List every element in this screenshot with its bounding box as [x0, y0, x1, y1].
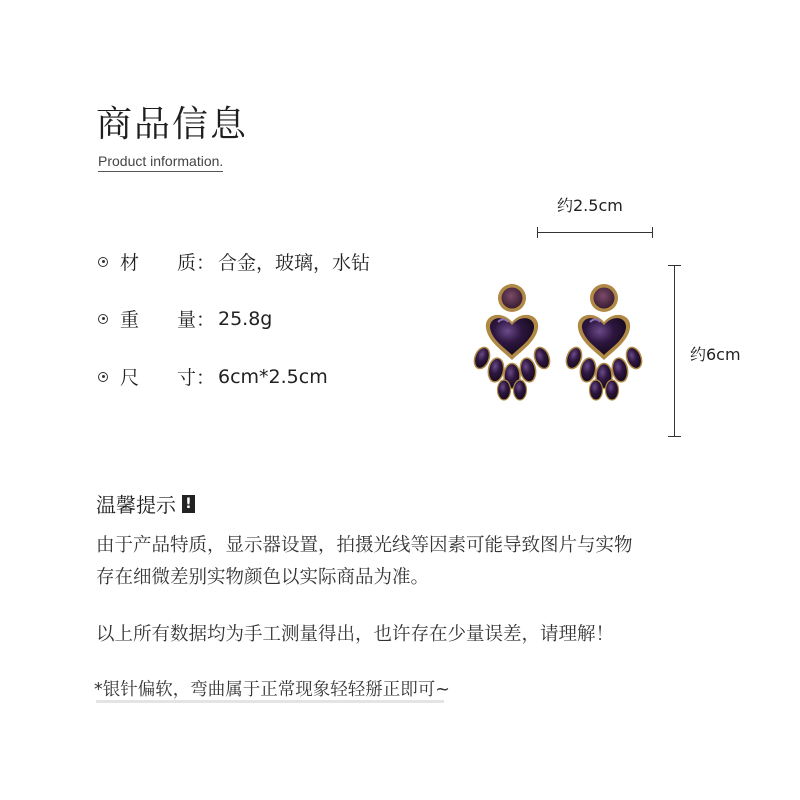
spec-row-weight — [98, 305, 272, 332]
page-title: 商品信息 — [96, 104, 249, 145]
spec-row-material — [98, 248, 370, 275]
height-dimension-tick-top — [668, 265, 681, 266]
spec-value: 合金，玻璃，水钻 — [218, 252, 371, 274]
spec-value: 25.8g — [218, 307, 273, 330]
notice-paragraph-line: 由于产品特质，显示器设置，拍摄光线等因素可能导致图片与实物 — [96, 535, 633, 556]
bullet-icon — [98, 257, 108, 267]
height-dimension-label: 约6cm — [690, 345, 741, 364]
spec-label: 材 质： — [120, 252, 216, 274]
footnote-text: *银针偏软，弯曲属于正常现象轻轻掰正即可~ — [94, 680, 450, 700]
bullet-icon — [98, 314, 108, 324]
bullet-icon — [98, 372, 108, 382]
page-subtitle: Product information. — [98, 153, 223, 172]
width-dimension-line — [537, 232, 653, 233]
spec-label: 重 量： — [120, 309, 216, 331]
spec-label: 尺 寸： — [120, 367, 216, 389]
earrings-image — [470, 280, 650, 410]
notice-paragraph-measure: 以上所有数据均为手工测量得出，也许存在少量误差，请理解！ — [96, 624, 615, 645]
height-dimension-tick-bottom — [668, 436, 681, 437]
height-dimension-line — [674, 265, 675, 437]
width-dimension-label: 约2.5cm — [557, 196, 623, 215]
exclamation-icon: ! — [182, 495, 195, 513]
width-dimension-tick-right — [652, 227, 653, 238]
width-dimension-tick-left — [537, 227, 538, 238]
spec-value: 6cm*2.5cm — [218, 365, 328, 388]
spec-row-size — [98, 363, 328, 390]
notice-title-text: 温馨提示 — [96, 493, 176, 517]
notice-title — [96, 489, 195, 518]
notice-paragraph-line: 存在细微差别实物颜色以实际商品为准。 — [96, 567, 430, 588]
